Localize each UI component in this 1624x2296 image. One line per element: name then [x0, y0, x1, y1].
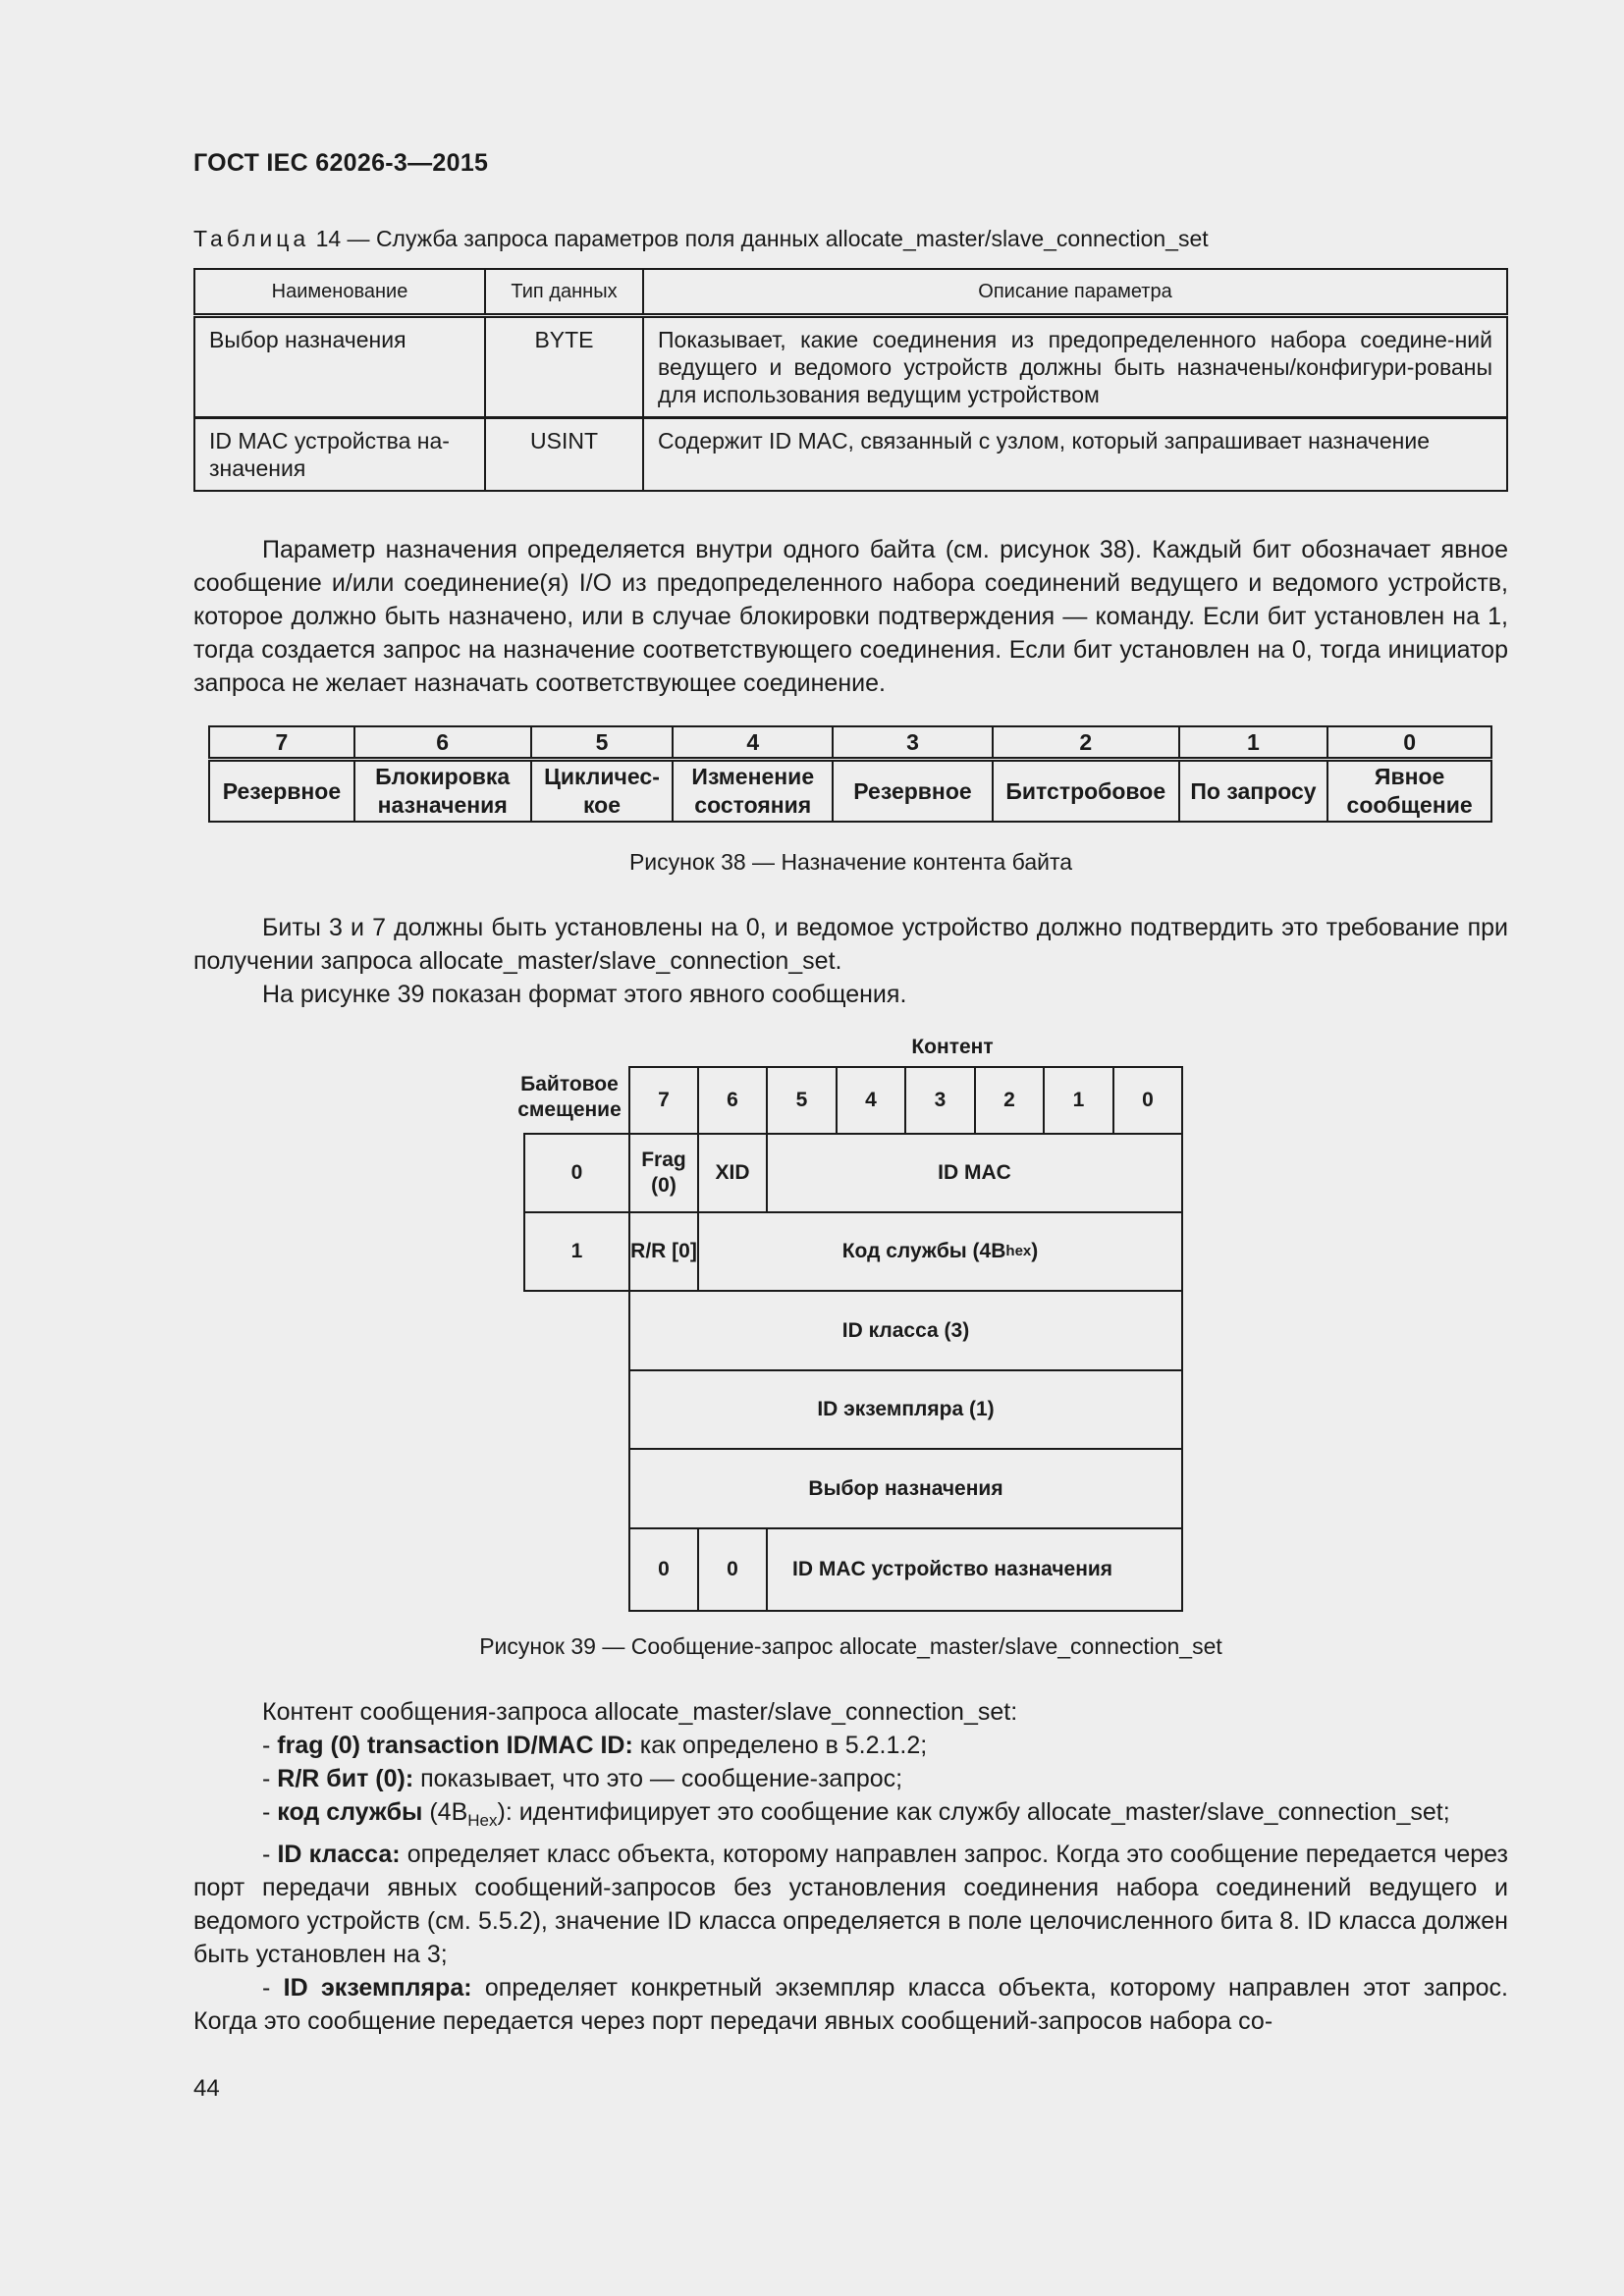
table-cell-name: Выбор назначения	[194, 316, 485, 418]
list-description: определяет класс объекта, которому направлен запрос. Когда это сообщение передается через порт передачи явных сообщений-запросов без установления соединения набора соединений ведущего и ведомого устройств (см. 5.5.2), значение ID класса определяется в поле целочисленного бита 8. ID класса должен быть установлен на 3;	[193, 1841, 1508, 1968]
list-dash: -	[262, 1765, 278, 1792]
figure-38-byte-table	[208, 725, 1492, 823]
mac-id-field: ID MAC	[766, 1133, 1183, 1213]
allocation-choice-field: Выбор назначения	[628, 1448, 1183, 1529]
paragraph-assignment-parameter: Параметр назначения определяется внутри одного байта (см. рисунок 38). Каждый бит обозначает явное сообщение и/или соединение(я) I/O из предопределенного набора соединений ведущего и ведомого устройств, которое должно быть назначено, или в случае блокировки подтверждения — команду. Если бит установлен на 1, тогда создается запрос на назначение соответствующего соединения. Если бит установлен на 0, тогда инициатор запроса не желает назначать соответствующее соединение.	[193, 536, 1508, 697]
bit-header: 6	[697, 1066, 768, 1135]
table-cell-description: Содержит ID MAC, связанный с узлом, который запрашивает назначение	[643, 418, 1507, 492]
class-id-field: ID класса (3)	[628, 1290, 1183, 1371]
column-header-name: Наименование	[194, 269, 485, 316]
rr-field: R/R [0]	[628, 1211, 699, 1292]
parameters-table	[193, 268, 1508, 492]
figure-39-message-format	[511, 1031, 1198, 1620]
byte-offset-label: Байтовое смещение	[517, 1073, 622, 1121]
list-term: ID экземпляра:	[283, 1974, 472, 2002]
list-dash: -	[262, 1798, 278, 1826]
table-row	[194, 316, 1507, 418]
destination-mac-id-field: ID MAC устройство назначения	[766, 1527, 1183, 1612]
bit-label: Цикличес-кое	[531, 760, 674, 823]
xid-field: XID	[697, 1133, 768, 1213]
bit-label: Битстробовое	[993, 760, 1179, 823]
list-item	[193, 1762, 1508, 1795]
bit-header: 3	[904, 1066, 976, 1135]
bit-label: Блокировка назначения	[354, 760, 531, 823]
service-code-subscript: hex	[1005, 1243, 1032, 1259]
column-header-description: Описание параметра	[643, 269, 1507, 316]
table-row	[194, 418, 1507, 492]
figure-38-caption: Рисунок 38 — Назначение контента байта	[628, 849, 1073, 875]
paragraph-bits-3-7: Биты 3 и 7 должны быть установлены на 0, и ведомое устройство должно подтвердить это требование при получении запроса allocate_master/slave_connection_set.	[193, 914, 1508, 975]
list-dash: -	[262, 1974, 284, 2002]
bit-header: 4	[836, 1066, 906, 1135]
list-description: ): идентифицирует это сообщение как службу allocate_master/slave_connection_set;	[497, 1798, 1450, 1826]
bit-header: 1	[1043, 1066, 1114, 1135]
list-subscript: Hex	[467, 1811, 498, 1830]
service-code-suffix: )	[1031, 1240, 1039, 1262]
table-cell-description: Показывает, какие соединения из предопределенного набора соедине-ний ведущего и ведомого устройств должны быть назначены/конфигури-рованы для использования ведущим устройством	[643, 316, 1507, 418]
reserved-zero-bit-6: 0	[697, 1527, 768, 1612]
page-number: 44	[193, 2075, 220, 2102]
table-caption-prefix: Таблица	[193, 226, 310, 251]
bit-label: Явное сообщение	[1327, 760, 1491, 823]
offset-1: 1	[523, 1211, 630, 1292]
list-description: определяет конкретный экземпляр класса объекта, которому направлен этот запрос. Когда это сообщение передается через порт передачи явных сообщений-запросов набора со-	[193, 1974, 1509, 2035]
list-description-prefix: (4B	[422, 1798, 468, 1826]
bit-label: По запросу	[1179, 760, 1328, 823]
table-cell-type: BYTE	[485, 316, 643, 418]
bit-label: Изменение состояния	[673, 760, 833, 823]
bit-label: Резервное	[833, 760, 993, 823]
content-list	[193, 1695, 1508, 2038]
bit-number: 1	[1179, 726, 1328, 760]
list-term: код службы	[277, 1798, 423, 1826]
list-term: frag (0) transaction ID/MAC ID:	[277, 1732, 633, 1759]
document-header: ГОСТ IEC 62026-3—2015	[193, 149, 489, 177]
bit-number-row	[209, 726, 1491, 760]
bit-header: 0	[1112, 1066, 1183, 1135]
bit-header: 7	[628, 1066, 699, 1135]
list-item	[193, 1795, 1508, 1838]
list-term: ID класса:	[277, 1841, 401, 1868]
table-header-row	[194, 269, 1507, 316]
list-description: как определено в 5.2.1.2;	[632, 1732, 928, 1759]
list-dash: -	[262, 1841, 278, 1868]
list-term: R/R бит (0):	[277, 1765, 414, 1792]
table-cell-type: USINT	[485, 418, 643, 492]
bit-number: 3	[833, 726, 993, 760]
list-item	[193, 1971, 1508, 2038]
reserved-zero-bit-7: 0	[628, 1527, 699, 1612]
table-caption	[193, 226, 1209, 252]
frag-field: Frag (0)	[628, 1133, 699, 1213]
content-list-intro: Контент сообщения-запроса allocate_master/slave_connection_set:	[262, 1698, 1018, 1726]
instance-id-field: ID экземпляра (1)	[628, 1369, 1183, 1450]
bit-number: 4	[673, 726, 833, 760]
table-caption-text: 14 — Служба запроса параметров поля данных allocate_master/slave_connection_set	[309, 226, 1209, 251]
bit-number: 2	[993, 726, 1179, 760]
content-label: Контент	[911, 1036, 994, 1058]
bit-header: 2	[974, 1066, 1045, 1135]
bit-number: 5	[531, 726, 674, 760]
bit-header: 5	[766, 1066, 838, 1135]
list-item	[193, 1838, 1508, 1971]
bit-number: 0	[1327, 726, 1491, 760]
bit-number: 6	[354, 726, 531, 760]
service-code-prefix: Код службы (4B	[841, 1240, 1006, 1262]
figure-39-caption: Рисунок 39 — Сообщение-запрос allocate_master/slave_connection_set	[479, 1633, 1222, 1659]
bit-number: 7	[209, 726, 354, 760]
table-cell-name: ID MAC устройства на-значения	[194, 418, 485, 492]
offset-0: 0	[523, 1133, 630, 1213]
service-code-field	[697, 1211, 1183, 1292]
list-dash: -	[262, 1732, 278, 1759]
bit-label: Резервное	[209, 760, 354, 823]
column-header-type: Тип данных	[485, 269, 643, 316]
paragraph-figure-39-intro: На рисунке 39 показан формат этого явного сообщения.	[262, 981, 907, 1008]
list-item	[193, 1729, 1508, 1762]
bit-label-row	[209, 760, 1491, 823]
list-description: показывает, что это — сообщение-запрос;	[413, 1765, 903, 1792]
